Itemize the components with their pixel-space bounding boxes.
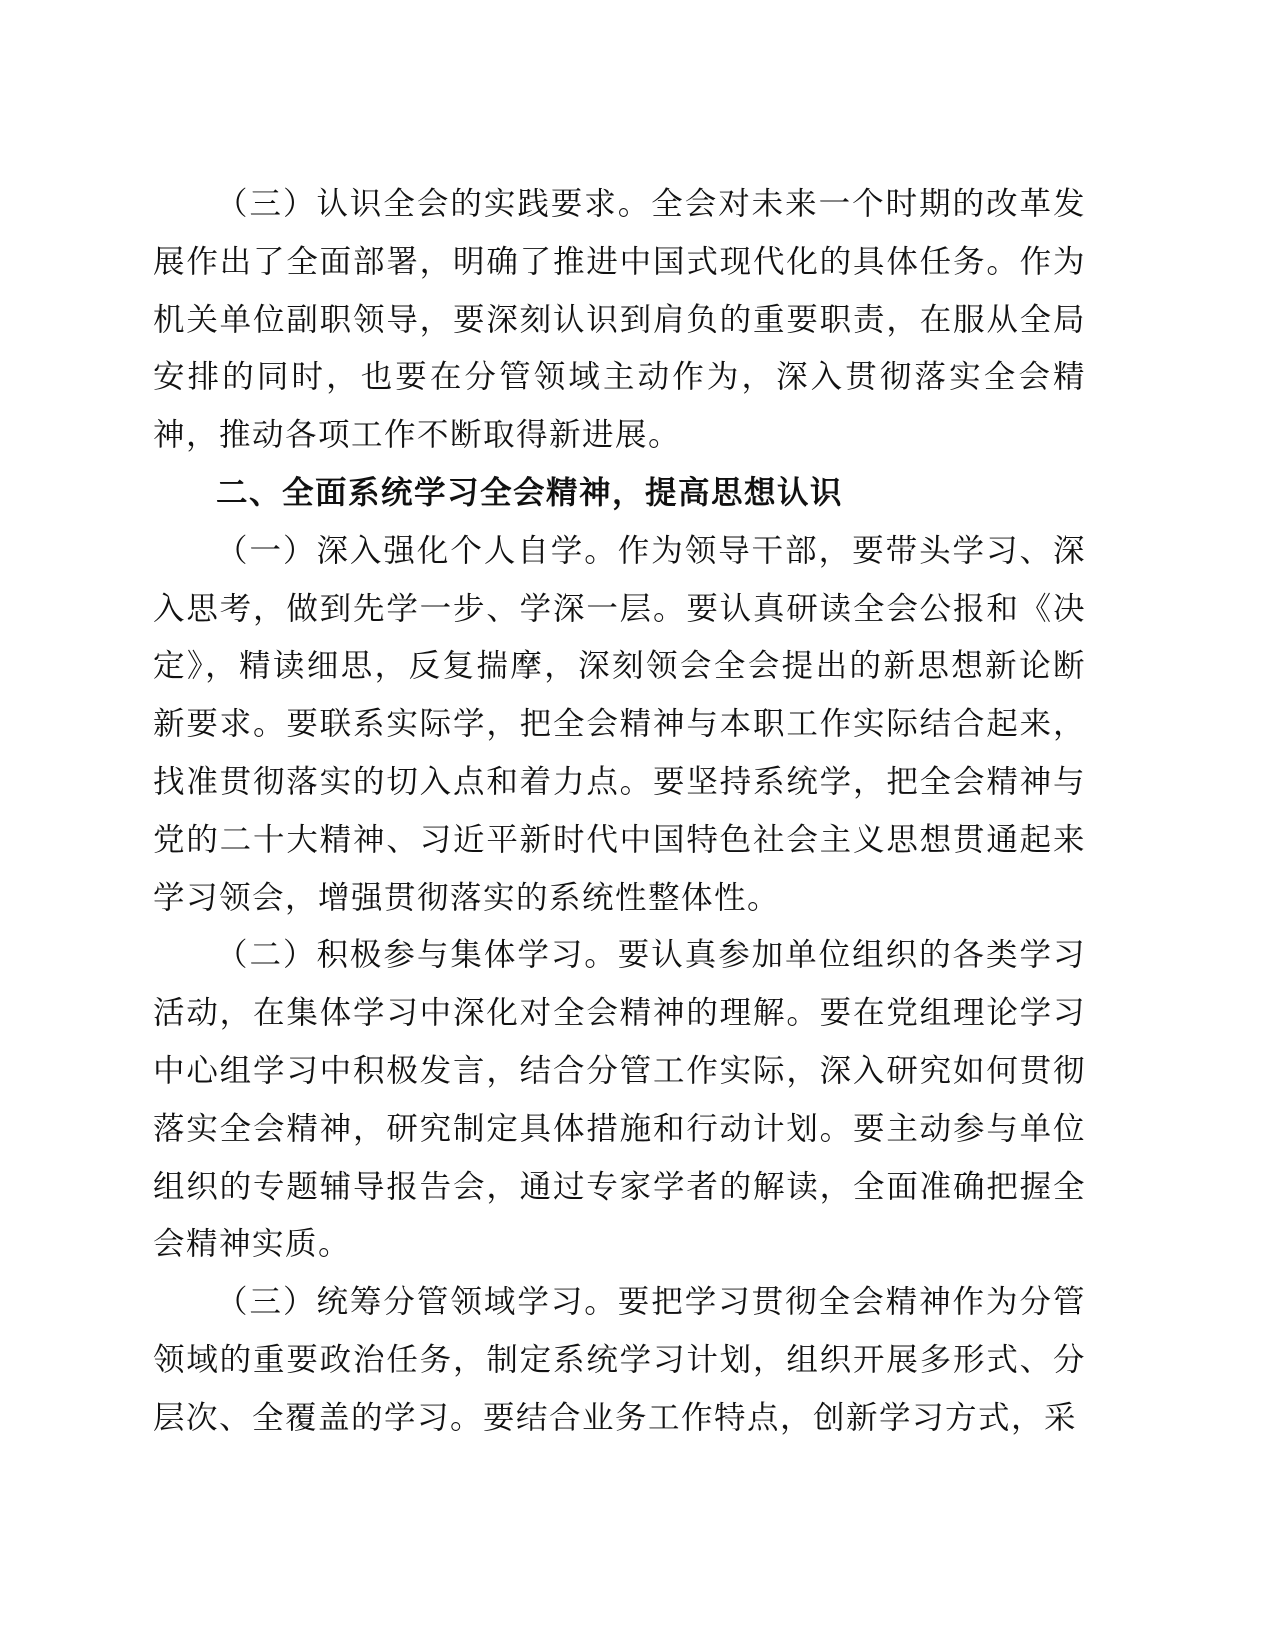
paragraph-collective-study: （二）积极参与集体学习。要认真参加单位组织的各类学习活动，在集体学习中深化对全会精神的理解。要在党组理论学习中心组学习中积极发言，结合分管工作实际，深入研究如何贯彻落实全会精神，研究制定具体措施和行动计划。要主动参与单位组织的专题辅导报告会，通过专家学者的解读，全面准确把握全会精神实质。 — [153, 937, 1086, 1263]
paragraph-practice-requirements: （三）认识全会的实践要求。全会对未来一个时期的改革发展作出了全面部署，明确了推进中国式现代化的具体任务。作为机关单位副职领导，要深刻认识到肩负的重要职责，在服从全局安排的同时，也要在分管领域主动作为，深入贯彻落实全会精神，推动各项工作不断取得新进展。 — [153, 186, 1086, 454]
paragraph-domain-study: （三）统筹分管领域学习。要把学习贯彻全会精神作为分管领域的重要政治任务，制定系统学习计划，组织开展多形式、分层次、全覆盖的学习。要结合业务工作特点，创新学习方式，采 — [153, 1284, 1086, 1436]
document-body — [153, 176, 1086, 1448]
section-heading-study: 二、全面系统学习全会精神，提高思想认识 — [216, 474, 844, 511]
paragraph-self-study: （一）深入强化个人自学。作为领导干部，要带头学习、深入思考，做到先学一步、学深一层。要认真研读全会公报和《决定》，精读细思，反复揣摩，深刻领会全会提出的新思想新论断新要求。要联系实际学，把全会精神与本职工作实际结合起来，找准贯彻落实的切入点和着力点。要坚持系统学，把全会精神与党的二十大精神、习近平新时代中国特色社会主义思想贯通起来学习领会，增强贯彻落实的系统性整体性。 — [153, 532, 1086, 916]
